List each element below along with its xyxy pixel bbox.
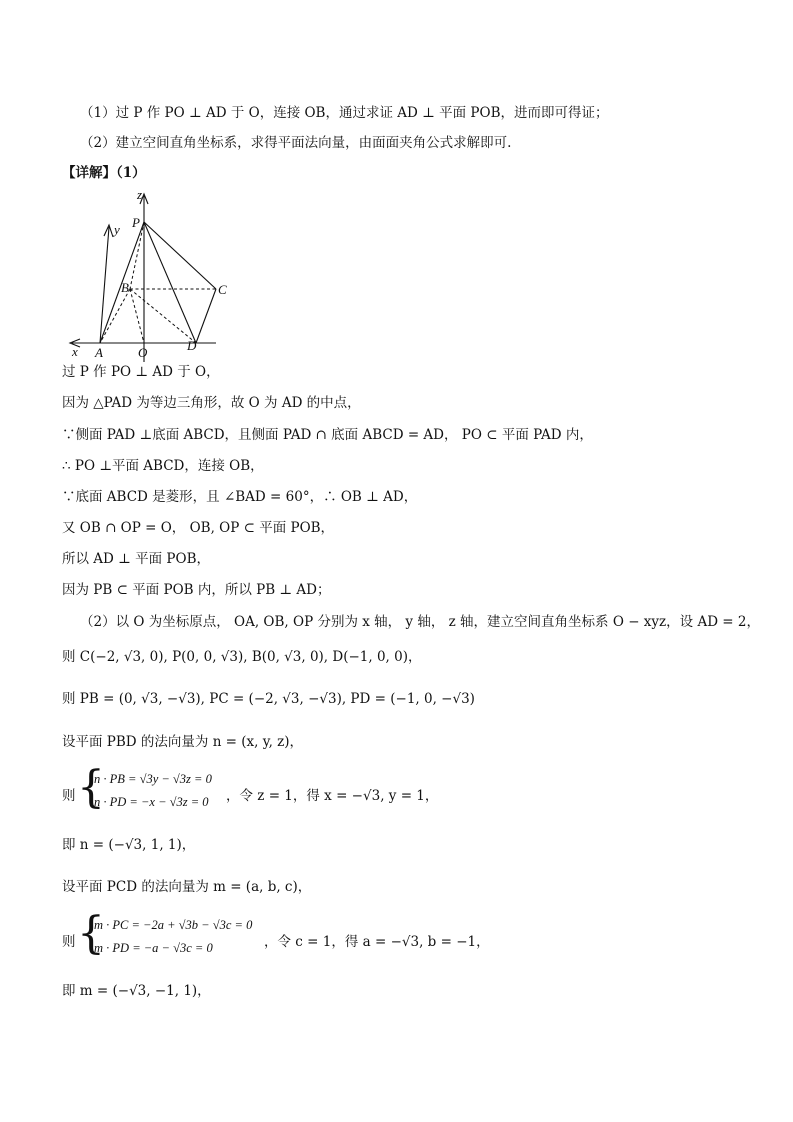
- proof-line-6: 又 OB ∩ OP = O， OB, OP ⊂ 平面 POB，: [62, 520, 335, 536]
- edge-PD: [144, 222, 196, 343]
- system-1-eq1: n · PB = √3y − √3z = 0: [94, 772, 212, 786]
- system-1-result: ，令 z = 1，得 x = −√3, y = 1，: [226, 788, 439, 804]
- system-2-eq2: m · PD = −a − √3c = 0: [94, 941, 213, 955]
- system-2-brace: {: [77, 908, 105, 959]
- label-y: y: [114, 222, 120, 237]
- label-O: O: [138, 345, 148, 360]
- analysis-item-1: （1）过 P 作 PO ⊥ AD 于 O，连接 OB，通过求证 AD ⊥ 平面 POB，进而即可得证；: [80, 105, 609, 121]
- part2-setup: （2）以 O 为坐标原点， OA, OB, OP 分别为 x 轴， y 轴， z 轴，建立空间直角坐标系 O − xyz，设 AD = 2，: [80, 614, 760, 630]
- label-A: A: [95, 345, 103, 360]
- edge-BO-dashed: [130, 289, 144, 343]
- proof-line-4: ∴ PO ⊥平面 ABCD，连接 OB，: [62, 458, 264, 474]
- label-z: z: [137, 187, 143, 202]
- pyramid-figure: [66, 182, 246, 362]
- system-2-eq1: m · PC = −2a + √3b − √3c = 0: [94, 918, 253, 932]
- edge-CD: [196, 289, 216, 343]
- m-result: 即 m = (−√3, −1, 1)，: [62, 983, 211, 999]
- edge-BD-dashed: [130, 289, 196, 343]
- edge-PC: [144, 222, 216, 289]
- label-D: D: [187, 338, 197, 353]
- system-2-result: ，令 c = 1，得 a = −√3, b = −1，: [264, 934, 490, 950]
- system-1-brace: {: [77, 762, 105, 813]
- proof-line-7: 所以 AD ⊥ 平面 POB，: [62, 551, 211, 567]
- detail-heading: 【详解】（1）: [62, 165, 146, 181]
- system-2: [62, 908, 762, 962]
- label-B: B: [121, 280, 129, 295]
- edge-AB-dashed: [100, 289, 130, 343]
- system-1: [62, 762, 762, 816]
- proof-line-2: 因为 △PAD 为等边三角形，故 O 为 AD 的中点，: [62, 395, 361, 411]
- m-intro: 设平面 PCD 的法向量为 m = (a, b, c)，: [62, 879, 312, 895]
- part2-n-intro: 设平面 PBD 的法向量为 n = (x, y, z)，: [62, 734, 304, 750]
- label-C: C: [218, 282, 227, 297]
- system-1-prefix: 则: [62, 788, 76, 804]
- proof-line-1: 过 P 作 PO ⊥ AD 于 O，: [62, 364, 220, 380]
- analysis-item-2: （2）建立空间直角坐标系，求得平面法向量，由面面夹角公式求解即可.: [80, 135, 512, 151]
- label-P: P: [132, 215, 140, 230]
- proof-line-5: ∵底面 ABCD 是菱形，且 ∠BAD = 60°，∴ OB ⊥ AD，: [62, 489, 418, 505]
- n-result: 即 n = (−√3, 1, 1)，: [62, 837, 196, 853]
- part2-coordinates: 则 C(−2, √3, 0), P(0, 0, √3), B(0, √3, 0), D(−1, 0, 0)，: [62, 649, 422, 665]
- label-x: x: [72, 344, 78, 359]
- proof-line-8: 因为 PB ⊂ 平面 POB 内，所以 PB ⊥ AD；: [62, 582, 331, 598]
- system-1-eq2: n · PD = −x − √3z = 0: [94, 795, 209, 809]
- proof-line-3: ∵侧面 PAD ⊥底面 ABCD，且侧面 PAD ∩ 底面 ABCD = AD， PO ⊂ 平面 PAD 内，: [62, 427, 593, 443]
- part2-vectors: 则 PB = (0, √3, −√3), PC = (−2, √3, −√3), PD = (−1, 0, −√3): [62, 691, 475, 707]
- system-2-prefix: 则: [62, 934, 76, 950]
- y-axis: [100, 227, 109, 343]
